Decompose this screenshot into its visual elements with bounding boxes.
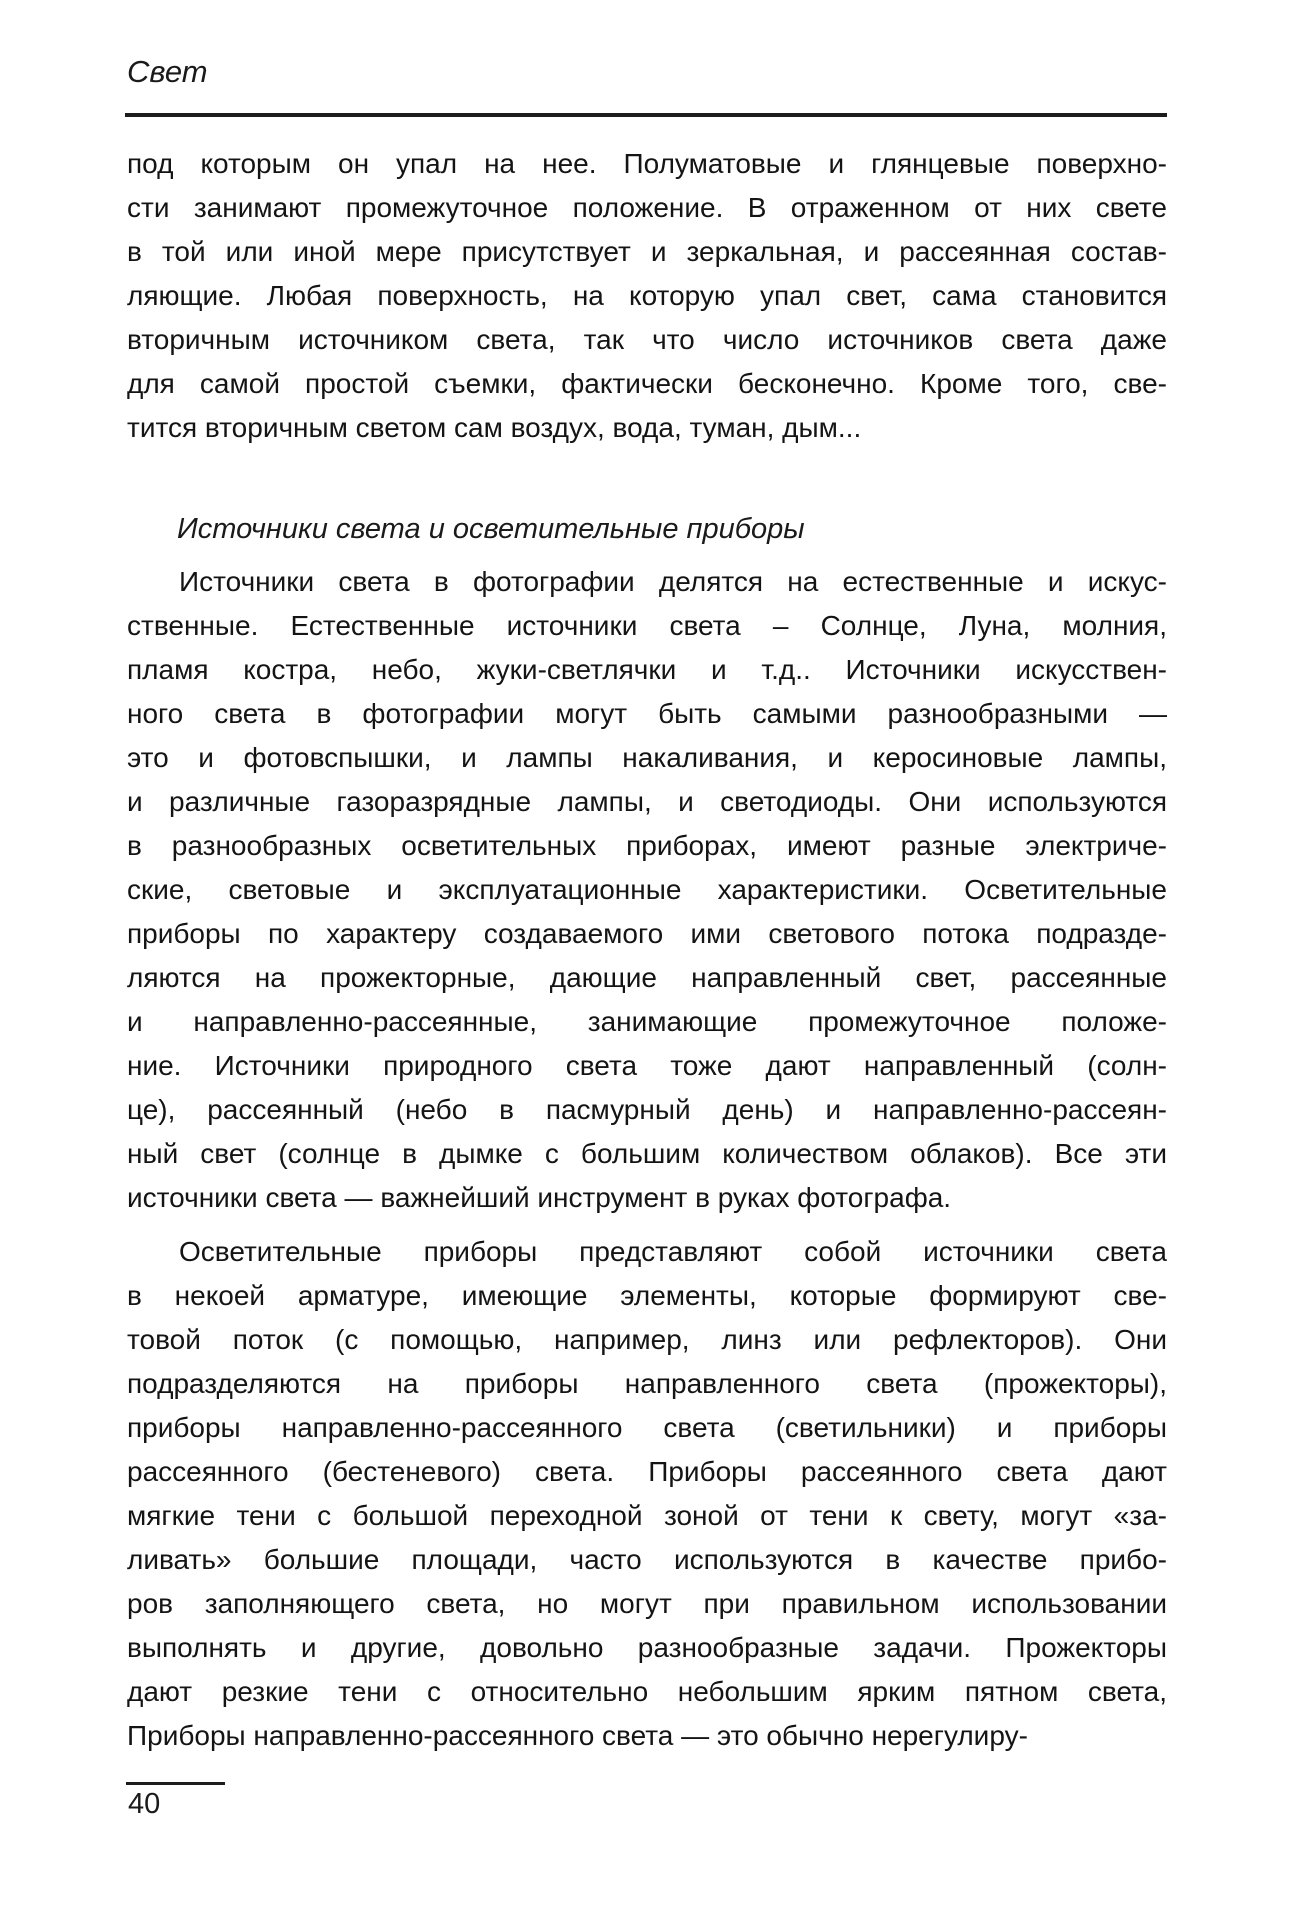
text-line: рассеянного (бестеневого) света. Приборы рассеянного света дают: [127, 1456, 1167, 1487]
text-line: и направленно-рассеянные, занимающие промежуточное положе-: [127, 1006, 1167, 1037]
text-line: ного света в фотографии могут быть самыми разнообразными —: [127, 698, 1167, 729]
text-line: це), рассеянный (небо в пасмурный день) и направленно-рассеян-: [127, 1094, 1167, 1125]
text-line: подразделяются на приборы направленного света (прожекторы),: [127, 1368, 1167, 1399]
text-line: дают резкие тени с относительно небольшим ярким пятном света,: [127, 1676, 1167, 1707]
text-line: для самой простой съемки, фактически бесконечно. Кроме того, све-: [127, 368, 1167, 399]
text-line: в разнообразных осветительных приборах, имеют разные электриче-: [127, 830, 1167, 861]
text-line: и различные газоразрядные лампы, и светодиоды. Они используются: [127, 786, 1167, 817]
text-line: ливать» большие площади, часто используются в качестве прибо-: [127, 1544, 1167, 1575]
text-line: пламя костра, небо, жуки-светлячки и т.д.. Источники искусствен-: [127, 654, 1167, 685]
text-line: под которым он упал на нее. Полуматовые и глянцевые поверхно-: [127, 148, 1167, 179]
footer-rule: [126, 1782, 225, 1785]
text-line: в той или иной мере присутствует и зеркальная, и рассеянная состав-: [127, 236, 1167, 267]
text-line: тится вторичным светом сам воздух, вода, туман, дым...: [127, 412, 862, 443]
text-line: ный свет (солнце в дымке с большим количеством облаков). Все эти: [127, 1138, 1167, 1169]
text-line: ров заполняющего света, но могут при правильном использовании: [127, 1588, 1167, 1619]
text-line: товой поток (с помощью, например, линз или рефлекторов). Они: [127, 1324, 1167, 1355]
paragraph: [127, 1230, 1167, 1758]
text-line: Приборы направленно-рассеянного света — это обычно нерегулиру-: [127, 1720, 1028, 1751]
text-line: мягкие тени с большой переходной зоной от тени к свету, могут «за-: [127, 1500, 1167, 1531]
text-line: приборы направленно-рассеянного света (светильники) и приборы: [127, 1412, 1167, 1443]
paragraph: [127, 560, 1167, 1220]
paragraph: [127, 142, 1167, 450]
text-line: Осветительные приборы представляют собой источники света: [179, 1236, 1167, 1267]
text-line: ственные. Естественные источники света – Солнце, Луна, молния,: [127, 610, 1167, 641]
header-rule: [125, 113, 1167, 117]
page-number: 40: [128, 1788, 161, 1820]
text-line: выполнять и другие, довольно разнообразные задачи. Прожекторы: [127, 1632, 1167, 1663]
text-line: ские, световые и эксплуатационные характеристики. Осветительные: [127, 874, 1167, 905]
text-line: приборы по характеру создаваемого ими светового потока подразде-: [127, 918, 1167, 949]
running-head-title: Свет: [127, 54, 208, 89]
text-line: в некоей арматуре, имеющие элементы, которые формируют све-: [127, 1280, 1167, 1311]
text-line: сти занимают промежуточное положение. В отраженном от них свете: [127, 192, 1167, 223]
text-line: ляются на прожекторные, дающие направленный свет, рассеянные: [127, 962, 1167, 993]
text-line: ляющие. Любая поверхность, на которую упал свет, сама становится: [127, 280, 1167, 311]
body-text: [127, 142, 1167, 1758]
text-line: вторичным источником света, так что число источников света даже: [127, 324, 1167, 355]
text-line: это и фотовспышки, и лампы накаливания, и керосиновые лампы,: [127, 742, 1167, 773]
text-line: источники света — важнейший инструмент в руках фотографа.: [127, 1182, 952, 1213]
text-line: Источники света в фотографии делятся на естественные и искус-: [179, 566, 1167, 597]
section-heading: Источники света и осветительные приборы: [177, 513, 805, 545]
text-line: ние. Источники природного света тоже дают направленный (солн-: [127, 1050, 1167, 1081]
